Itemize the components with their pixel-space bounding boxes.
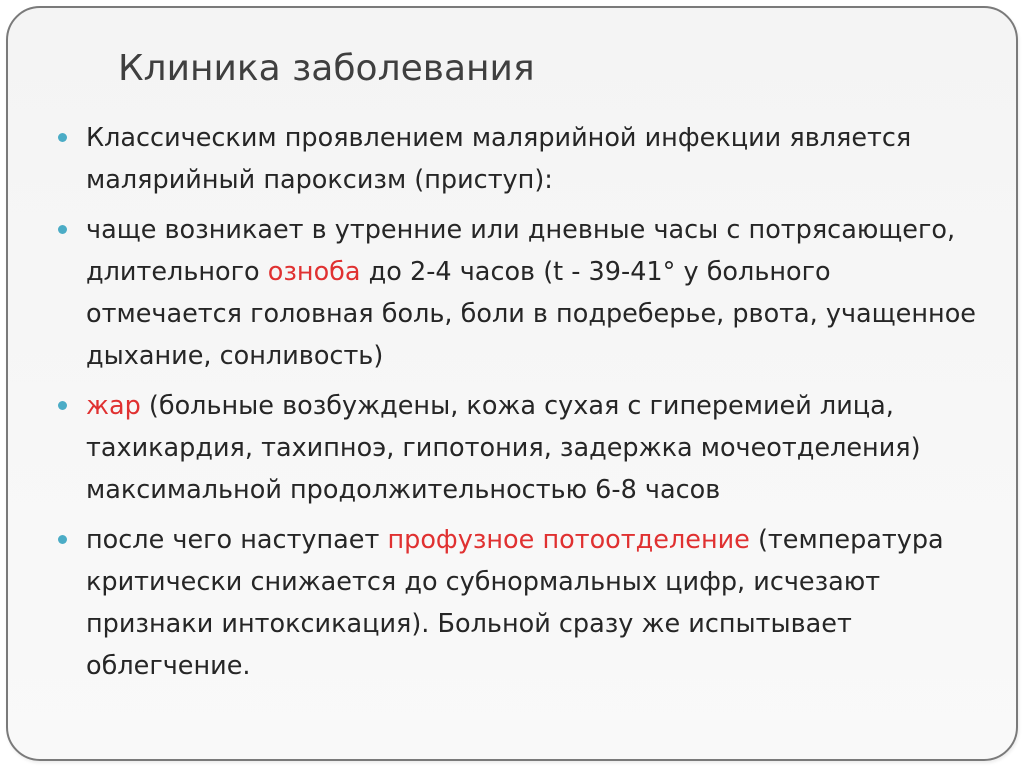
bullet-text: чаще возникает в утренние или дневные часы с потрясающего, длительного xyxy=(86,215,956,287)
bullet-item xyxy=(56,117,976,201)
highlight-text: озноба xyxy=(267,257,361,287)
highlight-text: жар xyxy=(86,391,141,421)
bullet-item xyxy=(56,519,976,687)
bullet-text: после чего наступает xyxy=(86,525,388,555)
bullet-list xyxy=(56,117,976,695)
slide-title: Клиника заболевания xyxy=(118,48,535,89)
bullet-item xyxy=(56,209,976,377)
bullet-text: (температура критически снижается до субнормальных цифр, исчезают признаки интоксикация). Больной сразу же испытывает облегчение. xyxy=(86,525,944,681)
bullet-text: до 2-4 часов (t - 39-41° у больного отмечается головная боль, боли в подреберье, рвота, учащенное дыхание, сонливость) xyxy=(86,257,976,371)
bullet-dot-icon xyxy=(58,133,67,142)
bullet-dot-icon xyxy=(58,401,67,410)
highlight-text: профузное потоотделение xyxy=(387,525,750,555)
bullet-text: (больные возбуждены, кожа сухая с гиперемией лица, тахикардия, тахипноэ, гипотония, задержка мочеотделения) максимальной продолжительностью 6-8 часов xyxy=(86,391,921,505)
bullet-dot-icon xyxy=(58,535,67,544)
bullet-dot-icon xyxy=(58,225,67,234)
bullet-text: Классическим проявлением малярийной инфекции является малярийный пароксизм (приступ): xyxy=(86,123,912,195)
bullet-item xyxy=(56,385,976,511)
